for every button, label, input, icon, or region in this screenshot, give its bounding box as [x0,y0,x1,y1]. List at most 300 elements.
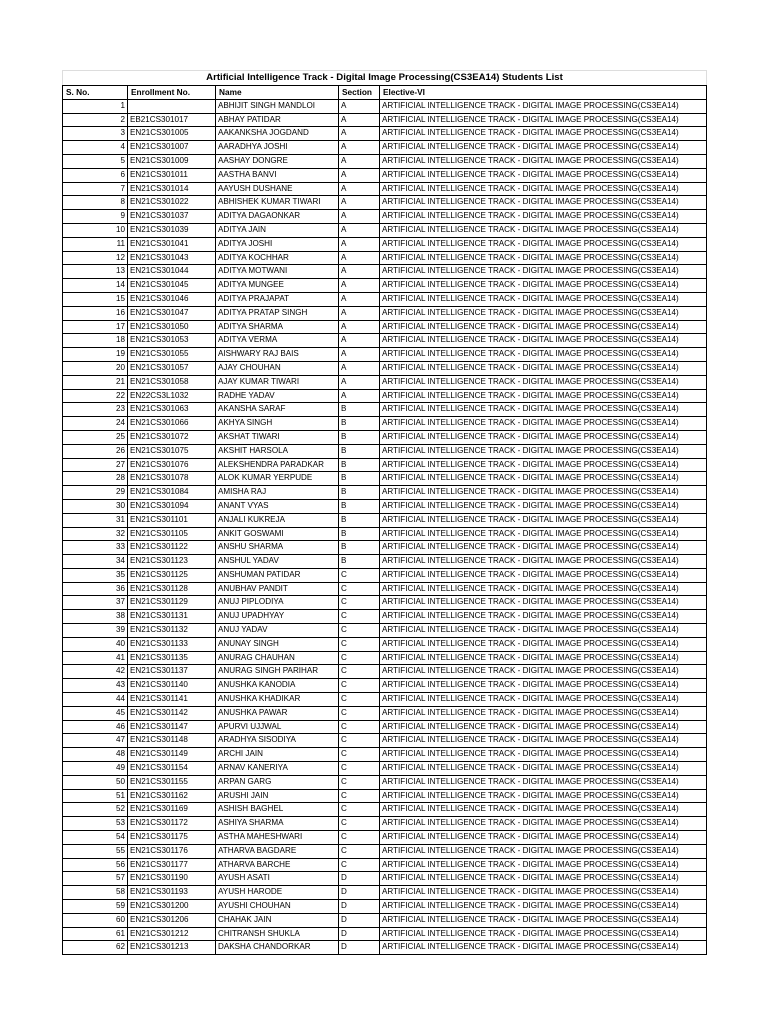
row-name: DAKSHA CHANDORKAR [216,941,339,955]
row-elective: ARTIFICIAL INTELLIGENCE TRACK - DIGITAL IMAGE PROCESSING(CS3EA14) [380,831,707,845]
row-name: ANJALI KUKREJA [216,513,339,527]
row-section: C [339,734,380,748]
row-name: ABHAY PATIDAR [216,113,339,127]
row-enrollment [128,99,216,113]
row-elective: ARTIFICIAL INTELLIGENCE TRACK - DIGITAL IMAGE PROCESSING(CS3EA14) [380,113,707,127]
row-section: C [339,651,380,665]
row-enrollment: EN21CS301076 [128,458,216,472]
row-enrollment: EN21CS301200 [128,900,216,914]
row-name: ANUJ UPADHYAY [216,610,339,624]
row-section: C [339,831,380,845]
table-row [63,582,707,596]
row-sno: 17 [63,320,128,334]
row-sno: 21 [63,375,128,389]
table-row [63,541,707,555]
row-name: ADITYA MUNGEE [216,279,339,293]
table-row [63,251,707,265]
row-enrollment: EN21CS301142 [128,706,216,720]
row-section: C [339,844,380,858]
row-elective: ARTIFICIAL INTELLIGENCE TRACK - DIGITAL IMAGE PROCESSING(CS3EA14) [380,196,707,210]
table-row [63,734,707,748]
row-enrollment: EN21CS301057 [128,361,216,375]
row-name: ANUSHKA PAWAR [216,706,339,720]
row-elective: ARTIFICIAL INTELLIGENCE TRACK - DIGITAL IMAGE PROCESSING(CS3EA14) [380,527,707,541]
table-row [63,348,707,362]
row-elective: ARTIFICIAL INTELLIGENCE TRACK - DIGITAL IMAGE PROCESSING(CS3EA14) [380,720,707,734]
row-elective: ARTIFICIAL INTELLIGENCE TRACK - DIGITAL IMAGE PROCESSING(CS3EA14) [380,361,707,375]
row-name: ANKIT GOSWAMI [216,527,339,541]
row-section: A [339,292,380,306]
row-section: A [339,306,380,320]
row-sno: 38 [63,610,128,624]
row-sno: 42 [63,665,128,679]
table-row [63,223,707,237]
row-enrollment: EN21CS301133 [128,637,216,651]
table-row [63,458,707,472]
row-elective: ARTIFICIAL INTELLIGENCE TRACK - DIGITAL IMAGE PROCESSING(CS3EA14) [380,665,707,679]
row-name: ASTHA MAHESHWARI [216,831,339,845]
row-name: ADITYA DAGAONKAR [216,210,339,224]
row-enrollment: EB21CS301017 [128,113,216,127]
row-name: ABHISHEK KUMAR TIWARI [216,196,339,210]
row-sno: 25 [63,430,128,444]
row-elective: ARTIFICIAL INTELLIGENCE TRACK - DIGITAL IMAGE PROCESSING(CS3EA14) [380,403,707,417]
row-elective: ARTIFICIAL INTELLIGENCE TRACK - DIGITAL IMAGE PROCESSING(CS3EA14) [380,417,707,431]
row-enrollment: EN21CS301075 [128,444,216,458]
row-sno: 16 [63,306,128,320]
table-row [63,99,707,113]
table-row [63,417,707,431]
row-section: C [339,624,380,638]
table-row [63,472,707,486]
row-section: B [339,486,380,500]
row-enrollment: EN21CS301047 [128,306,216,320]
row-elective: ARTIFICIAL INTELLIGENCE TRACK - DIGITAL IMAGE PROCESSING(CS3EA14) [380,513,707,527]
row-elective: ARTIFICIAL INTELLIGENCE TRACK - DIGITAL IMAGE PROCESSING(CS3EA14) [380,762,707,776]
row-sno: 52 [63,803,128,817]
row-enrollment: EN21CS301129 [128,596,216,610]
row-name: ASHIYA SHARMA [216,817,339,831]
row-sno: 14 [63,279,128,293]
row-enrollment: EN21CS301125 [128,568,216,582]
row-enrollment: EN21CS301141 [128,693,216,707]
row-sno: 33 [63,541,128,555]
row-name: ANUSHKA KHADIKAR [216,693,339,707]
table-row [63,127,707,141]
row-enrollment: EN21CS301212 [128,927,216,941]
row-elective: ARTIFICIAL INTELLIGENCE TRACK - DIGITAL IMAGE PROCESSING(CS3EA14) [380,237,707,251]
row-enrollment: EN21CS301084 [128,486,216,500]
row-sno: 41 [63,651,128,665]
row-enrollment: EN21CS301037 [128,210,216,224]
row-elective: ARTIFICIAL INTELLIGENCE TRACK - DIGITAL IMAGE PROCESSING(CS3EA14) [380,430,707,444]
table-row [63,624,707,638]
row-enrollment: EN21CS301190 [128,872,216,886]
row-sno: 9 [63,210,128,224]
row-enrollment: EN21CS301072 [128,430,216,444]
table-row [63,237,707,251]
row-enrollment: EN21CS301044 [128,265,216,279]
table-row [63,265,707,279]
table-row [63,693,707,707]
row-section: A [339,113,380,127]
row-sno: 10 [63,223,128,237]
row-sno: 3 [63,127,128,141]
header-enrollment: Enrollment No. [128,86,216,100]
row-section: A [339,127,380,141]
row-enrollment: EN21CS301148 [128,734,216,748]
row-name: AMISHA RAJ [216,486,339,500]
table-row [63,720,707,734]
row-sno: 60 [63,913,128,927]
row-name: ATHARVA BARCHE [216,858,339,872]
row-elective: ARTIFICIAL INTELLIGENCE TRACK - DIGITAL IMAGE PROCESSING(CS3EA14) [380,306,707,320]
row-name: ABHIJIT SINGH MANDLOI [216,99,339,113]
row-section: D [339,927,380,941]
row-elective: ARTIFICIAL INTELLIGENCE TRACK - DIGITAL IMAGE PROCESSING(CS3EA14) [380,375,707,389]
row-section: C [339,858,380,872]
row-sno: 48 [63,748,128,762]
table-row [63,527,707,541]
row-elective: ARTIFICIAL INTELLIGENCE TRACK - DIGITAL IMAGE PROCESSING(CS3EA14) [380,748,707,762]
row-sno: 45 [63,706,128,720]
row-enrollment: EN21CS301132 [128,624,216,638]
row-enrollment: EN21CS301063 [128,403,216,417]
row-elective: ARTIFICIAL INTELLIGENCE TRACK - DIGITAL IMAGE PROCESSING(CS3EA14) [380,789,707,803]
row-section: B [339,444,380,458]
row-sno: 7 [63,182,128,196]
table-row [63,651,707,665]
row-name: AKHYA SINGH [216,417,339,431]
row-name: ARPAN GARG [216,775,339,789]
row-sno: 19 [63,348,128,362]
row-enrollment: EN21CS301169 [128,803,216,817]
row-sno: 24 [63,417,128,431]
row-sno: 31 [63,513,128,527]
row-elective: ARTIFICIAL INTELLIGENCE TRACK - DIGITAL IMAGE PROCESSING(CS3EA14) [380,568,707,582]
row-elective: ARTIFICIAL INTELLIGENCE TRACK - DIGITAL IMAGE PROCESSING(CS3EA14) [380,99,707,113]
row-sno: 12 [63,251,128,265]
row-section: B [339,541,380,555]
row-sno: 32 [63,527,128,541]
row-name: ADITYA SHARMA [216,320,339,334]
row-sno: 6 [63,168,128,182]
table-row [63,886,707,900]
row-elective: ARTIFICIAL INTELLIGENCE TRACK - DIGITAL IMAGE PROCESSING(CS3EA14) [380,265,707,279]
table-row [63,775,707,789]
row-enrollment: EN21CS301123 [128,555,216,569]
row-sno: 34 [63,555,128,569]
row-section: A [339,334,380,348]
row-elective: ARTIFICIAL INTELLIGENCE TRACK - DIGITAL IMAGE PROCESSING(CS3EA14) [380,651,707,665]
row-enrollment: EN21CS301022 [128,196,216,210]
row-elective: ARTIFICIAL INTELLIGENCE TRACK - DIGITAL IMAGE PROCESSING(CS3EA14) [380,886,707,900]
row-sno: 57 [63,872,128,886]
row-elective: ARTIFICIAL INTELLIGENCE TRACK - DIGITAL IMAGE PROCESSING(CS3EA14) [380,541,707,555]
table-row [63,486,707,500]
row-elective: ARTIFICIAL INTELLIGENCE TRACK - DIGITAL IMAGE PROCESSING(CS3EA14) [380,499,707,513]
row-name: ADITYA KOCHHAR [216,251,339,265]
row-section: A [339,210,380,224]
header-sno: S. No. [63,86,128,100]
row-elective: ARTIFICIAL INTELLIGENCE TRACK - DIGITAL IMAGE PROCESSING(CS3EA14) [380,734,707,748]
row-section: A [339,196,380,210]
row-name: AAYUSH DUSHANE [216,182,339,196]
row-enrollment: EN21CS301128 [128,582,216,596]
row-section: A [339,265,380,279]
row-enrollment: EN21CS301131 [128,610,216,624]
row-enrollment: EN21CS301055 [128,348,216,362]
row-elective: ARTIFICIAL INTELLIGENCE TRACK - DIGITAL IMAGE PROCESSING(CS3EA14) [380,154,707,168]
row-section: C [339,582,380,596]
row-section: A [339,154,380,168]
row-sno: 2 [63,113,128,127]
header-row [63,86,707,100]
row-section: A [339,361,380,375]
row-section: A [339,99,380,113]
row-sno: 61 [63,927,128,941]
table-row [63,113,707,127]
table-row [63,154,707,168]
row-elective: ARTIFICIAL INTELLIGENCE TRACK - DIGITAL IMAGE PROCESSING(CS3EA14) [380,472,707,486]
row-elective: ARTIFICIAL INTELLIGENCE TRACK - DIGITAL IMAGE PROCESSING(CS3EA14) [380,927,707,941]
row-sno: 53 [63,817,128,831]
row-enrollment: EN21CS301066 [128,417,216,431]
row-section: C [339,775,380,789]
table-row [63,817,707,831]
title-row [63,71,707,86]
row-sno: 51 [63,789,128,803]
row-sno: 58 [63,886,128,900]
table-row [63,762,707,776]
row-name: AYUSH ASATI [216,872,339,886]
row-name: AKANSHA SARAF [216,403,339,417]
row-section: A [339,237,380,251]
row-elective: ARTIFICIAL INTELLIGENCE TRACK - DIGITAL IMAGE PROCESSING(CS3EA14) [380,637,707,651]
row-elective: ARTIFICIAL INTELLIGENCE TRACK - DIGITAL IMAGE PROCESSING(CS3EA14) [380,610,707,624]
row-section: A [339,348,380,362]
table-row [63,306,707,320]
row-name: AYUSH HARODE [216,886,339,900]
row-enrollment: EN21CS301053 [128,334,216,348]
row-enrollment: EN21CS301172 [128,817,216,831]
row-elective: ARTIFICIAL INTELLIGENCE TRACK - DIGITAL IMAGE PROCESSING(CS3EA14) [380,596,707,610]
row-name: ADITYA PRAJAPAT [216,292,339,306]
row-name: ASHISH BAGHEL [216,803,339,817]
row-enrollment: EN21CS301154 [128,762,216,776]
row-name: ADITYA MOTWANI [216,265,339,279]
row-section: B [339,513,380,527]
table-row [63,499,707,513]
row-enrollment: EN21CS301105 [128,527,216,541]
row-section: C [339,596,380,610]
row-enrollment: EN21CS301177 [128,858,216,872]
row-sno: 1 [63,99,128,113]
row-sno: 43 [63,679,128,693]
row-elective: ARTIFICIAL INTELLIGENCE TRACK - DIGITAL IMAGE PROCESSING(CS3EA14) [380,582,707,596]
row-sno: 5 [63,154,128,168]
row-elective: ARTIFICIAL INTELLIGENCE TRACK - DIGITAL IMAGE PROCESSING(CS3EA14) [380,389,707,403]
row-name: ANURAG SINGH PARIHAR [216,665,339,679]
row-section: A [339,182,380,196]
row-name: AASHAY DONGRE [216,154,339,168]
row-name: ANSHUMAN PATIDAR [216,568,339,582]
table-row [63,555,707,569]
row-section: D [339,872,380,886]
table-row [63,844,707,858]
row-section: C [339,789,380,803]
row-elective: ARTIFICIAL INTELLIGENCE TRACK - DIGITAL IMAGE PROCESSING(CS3EA14) [380,182,707,196]
row-enrollment: EN21CS301137 [128,665,216,679]
row-sno: 26 [63,444,128,458]
row-sno: 28 [63,472,128,486]
row-name: AASTHA BANVI [216,168,339,182]
row-elective: ARTIFICIAL INTELLIGENCE TRACK - DIGITAL IMAGE PROCESSING(CS3EA14) [380,210,707,224]
table-row [63,831,707,845]
row-sno: 29 [63,486,128,500]
row-name: ANSHUL YADAV [216,555,339,569]
row-sno: 39 [63,624,128,638]
row-elective: ARTIFICIAL INTELLIGENCE TRACK - DIGITAL IMAGE PROCESSING(CS3EA14) [380,223,707,237]
row-name: AYUSHI CHOUHAN [216,900,339,914]
table-row [63,803,707,817]
row-section: B [339,555,380,569]
row-elective: ARTIFICIAL INTELLIGENCE TRACK - DIGITAL IMAGE PROCESSING(CS3EA14) [380,844,707,858]
row-enrollment: EN21CS301149 [128,748,216,762]
page-title: Artificial Intelligence Track - Digital Image Processing(CS3EA14) Students List [63,71,707,86]
row-elective: ARTIFICIAL INTELLIGENCE TRACK - DIGITAL IMAGE PROCESSING(CS3EA14) [380,141,707,155]
row-name: ANUJ YADAV [216,624,339,638]
row-enrollment: EN21CS301078 [128,472,216,486]
row-sno: 8 [63,196,128,210]
row-name: ALEKSHENDRA PARADKAR [216,458,339,472]
row-sno: 37 [63,596,128,610]
row-name: ARNAV KANERIYA [216,762,339,776]
row-enrollment: EN21CS301135 [128,651,216,665]
row-name: AJAY CHOUHAN [216,361,339,375]
table-row [63,927,707,941]
row-section: B [339,417,380,431]
row-enrollment: EN21CS301176 [128,844,216,858]
row-name: AAKANKSHA JOGDAND [216,127,339,141]
table-row [63,389,707,403]
header-name: Name [216,86,339,100]
row-sno: 59 [63,900,128,914]
header-elective: Elective-VI [380,86,707,100]
row-sno: 36 [63,582,128,596]
table-row [63,375,707,389]
row-section: A [339,320,380,334]
row-name: ALOK KUMAR YERPUDE [216,472,339,486]
row-enrollment: EN21CS301011 [128,168,216,182]
row-enrollment: EN21CS301058 [128,375,216,389]
table-row [63,292,707,306]
header-section: Section [339,86,380,100]
row-enrollment: EN21CS301101 [128,513,216,527]
student-list-table [62,70,707,955]
row-sno: 56 [63,858,128,872]
row-section: C [339,568,380,582]
row-enrollment: EN21CS301050 [128,320,216,334]
row-sno: 15 [63,292,128,306]
row-sno: 50 [63,775,128,789]
row-section: A [339,168,380,182]
table-row [63,596,707,610]
table-row [63,196,707,210]
row-elective: ARTIFICIAL INTELLIGENCE TRACK - DIGITAL IMAGE PROCESSING(CS3EA14) [380,679,707,693]
row-sno: 11 [63,237,128,251]
table-row [63,403,707,417]
row-sno: 55 [63,844,128,858]
row-enrollment: EN21CS301009 [128,154,216,168]
row-sno: 23 [63,403,128,417]
row-section: A [339,279,380,293]
row-enrollment: EN21CS301213 [128,941,216,955]
row-enrollment: EN21CS301193 [128,886,216,900]
row-section: A [339,375,380,389]
row-elective: ARTIFICIAL INTELLIGENCE TRACK - DIGITAL IMAGE PROCESSING(CS3EA14) [380,624,707,638]
row-section: D [339,913,380,927]
row-name: AKSHAT TIWARI [216,430,339,444]
row-elective: ARTIFICIAL INTELLIGENCE TRACK - DIGITAL IMAGE PROCESSING(CS3EA14) [380,334,707,348]
row-elective: ARTIFICIAL INTELLIGENCE TRACK - DIGITAL IMAGE PROCESSING(CS3EA14) [380,486,707,500]
row-section: C [339,748,380,762]
row-name: ARUSHI JAIN [216,789,339,803]
table-row [63,941,707,955]
row-enrollment: EN21CS301039 [128,223,216,237]
row-sno: 40 [63,637,128,651]
row-sno: 30 [63,499,128,513]
row-enrollment: EN21CS301140 [128,679,216,693]
row-name: ANUNAY SINGH [216,637,339,651]
table-row [63,665,707,679]
row-enrollment: EN21CS301007 [128,141,216,155]
row-enrollment: EN21CS301162 [128,789,216,803]
row-section: A [339,223,380,237]
row-section: C [339,706,380,720]
row-name: ARCHI JAIN [216,748,339,762]
row-section: C [339,817,380,831]
row-enrollment: EN21CS301046 [128,292,216,306]
row-name: ARADHYA SISODIYA [216,734,339,748]
table-row [63,913,707,927]
row-enrollment: EN21CS301094 [128,499,216,513]
row-elective: ARTIFICIAL INTELLIGENCE TRACK - DIGITAL IMAGE PROCESSING(CS3EA14) [380,292,707,306]
row-name: ANUSHKA KANODIA [216,679,339,693]
row-elective: ARTIFICIAL INTELLIGENCE TRACK - DIGITAL IMAGE PROCESSING(CS3EA14) [380,320,707,334]
row-enrollment: EN21CS301045 [128,279,216,293]
row-enrollment: EN21CS301043 [128,251,216,265]
row-sno: 62 [63,941,128,955]
row-elective: ARTIFICIAL INTELLIGENCE TRACK - DIGITAL IMAGE PROCESSING(CS3EA14) [380,858,707,872]
row-enrollment: EN21CS301122 [128,541,216,555]
table-row [63,568,707,582]
row-section: D [339,941,380,955]
row-elective: ARTIFICIAL INTELLIGENCE TRACK - DIGITAL IMAGE PROCESSING(CS3EA14) [380,941,707,955]
row-sno: 18 [63,334,128,348]
table-row [63,444,707,458]
table-row [63,872,707,886]
row-section: A [339,141,380,155]
row-name: ANSHU SHARMA [216,541,339,555]
row-elective: ARTIFICIAL INTELLIGENCE TRACK - DIGITAL IMAGE PROCESSING(CS3EA14) [380,251,707,265]
row-elective: ARTIFICIAL INTELLIGENCE TRACK - DIGITAL IMAGE PROCESSING(CS3EA14) [380,693,707,707]
row-name: ANANT VYAS [216,499,339,513]
row-sno: 46 [63,720,128,734]
table-row [63,706,707,720]
row-enrollment: EN21CS301147 [128,720,216,734]
table-row [63,210,707,224]
